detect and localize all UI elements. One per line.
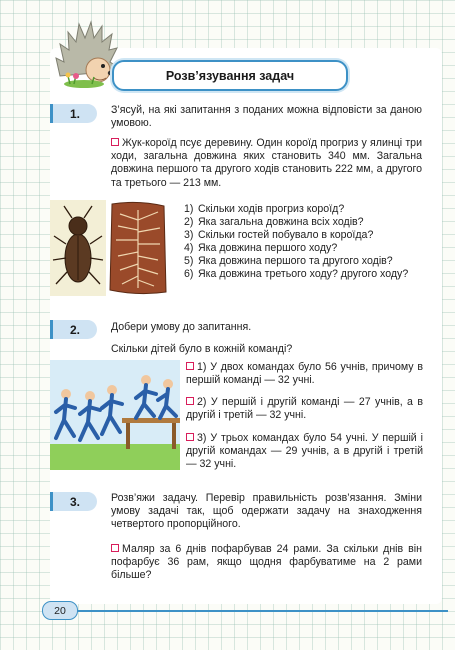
task2-instruction: Добери умову до запитання.	[111, 321, 252, 333]
task-number-2: 2.	[50, 320, 97, 339]
task2-option-3-text: 3) У трьох командах було 54 учні. У першій і другій командах — 29 учнів, а в другій і третій — 32 учні.	[186, 432, 423, 471]
task2-option-2	[186, 396, 423, 422]
task-number-1: 1.	[50, 104, 97, 123]
task2-option-1-text: 1) У двох командах було 56 учнів, причому в першій команді — 32 учні.	[186, 361, 423, 387]
list-item: 4) Яка довжина першого ходу?	[184, 242, 338, 254]
checkbox-marker-icon	[186, 397, 194, 405]
running-kids-illustration	[50, 360, 180, 470]
task3-instruction: Розв’яжи задачу. Перевір правильність розв’язання. Зміни умову задачі так, щоб одержати задачу на знаходження четвертого пропорційного.	[111, 492, 422, 531]
section-header	[112, 60, 348, 91]
list-item: 3) Скільки гостей побувало в короїда?	[184, 229, 374, 241]
task-number-3: 3.	[50, 492, 97, 511]
task2-option-3	[186, 432, 423, 472]
task2-question: Скільки дітей було в кожній команді?	[111, 343, 293, 355]
list-item: 1) Скільки ходів прогриз короїд?	[184, 203, 345, 215]
bark-beetle-illustration	[50, 200, 170, 296]
checkbox-marker-icon	[186, 362, 194, 370]
task2-option-2-text: 2) У першій і другій команді — 27 учнів, а в другій і третій — 32 учні.	[186, 396, 423, 422]
task1-problem-text: Жук-короїд псує деревину. Один короїд прогриз у ялинці три ходи, загальна довжина яких становить 340 мм. Загальна довжина першого та другого ходів становить 222 мм, а другого та третього — 213 мм.	[111, 137, 422, 189]
task3-problem	[111, 543, 422, 583]
page-number: 20	[42, 601, 78, 620]
task1-questions	[184, 203, 424, 281]
section-title: Розв’язування задач	[165, 68, 295, 83]
task1-problem	[111, 137, 422, 190]
checkbox-marker-icon	[111, 138, 119, 146]
footer-divider	[76, 610, 448, 612]
list-item: 5) Яка довжина першого та другого ходів?	[184, 255, 393, 267]
wood-galleries-icon	[110, 202, 166, 293]
list-item: 6) Яка довжина третього ходу? другого ходу?	[184, 268, 409, 280]
task2-option-1	[186, 361, 423, 387]
task3-problem-text: Маляр за 6 днів пофарбував 24 рами. За скільки днів він пофарбує 36 рам, якщо щодня фарбуватиме на 2 рами більше?	[111, 543, 422, 582]
list-item: 2) Яка загальна довжина всіх ходів?	[184, 216, 364, 228]
checkbox-marker-icon	[186, 433, 194, 441]
checkbox-marker-icon	[111, 544, 119, 552]
task1-instruction: З’ясуй, на які запитання з поданих можна відповісти за даною умовою.	[111, 104, 422, 130]
hedgehog-illustration	[54, 18, 120, 90]
